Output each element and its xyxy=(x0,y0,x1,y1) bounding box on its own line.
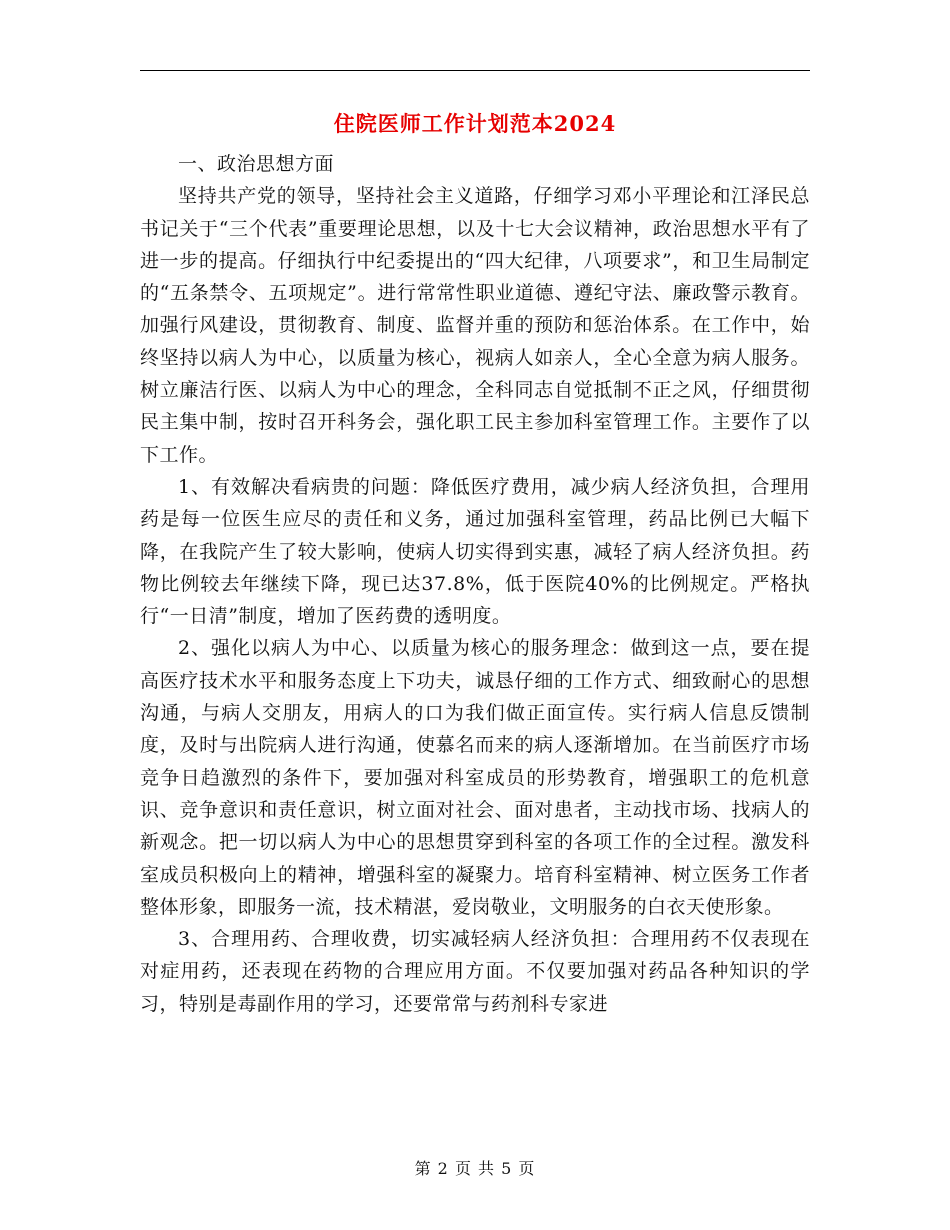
header-rule xyxy=(140,70,810,71)
document-body xyxy=(140,148,810,1020)
document-title: 住院医师工作计划范本2024 xyxy=(333,111,617,136)
body-paragraph: 坚持共产党的领导，坚持社会主义道路，仔细学习邓小平理论和江泽民总书记关于“三个代表”重要理论思想，以及十七大会议精神，政治思想水平有了进一步的提高。仔细执行中纪委提出的“四大纪律，八项要求”，和卫生局制定的“五条禁令、五项规定”。进行常常性职业道德、遵纪守法、廉政警示教育。加强行风建设，贯彻教育、制度、监督并重的预防和惩治体系。在工作中，始终坚持以病人为中心，以质量为核心，视病人如亲人，全心全意为病人服务。树立廉洁行医、以病人为中心的理念，全科同志自觉抵制不正之风，仔细贯彻民主集中制，按时召开科务会，强化职工民主参加科室管理工作。主要作了以下工作。 xyxy=(140,185,810,466)
body-paragraph: 1、有效解决看病贵的问题：降低医疗费用，减少病人经济负担，合理用药是每一位医生应尽的责任和义务，通过加强科室管理，药品比例已大幅下降，在我院产生了较大影响，使病人切实得到实惠，减轻了病人经济负担。药物比例较去年继续下降，现已达37.8%，低于医院40%的比例规定。严格执行“一日清”制度，增加了医药费的透明度。 xyxy=(140,475,810,628)
body-paragraph: 2、强化以病人为中心、以质量为核心的服务理念：做到这一点，要在提高医疗技术水平和服务态度上下功夫，诚恳仔细的工作方式、细致耐心的思想沟通，与病人交朋友，用病人的口为我们做正面宣传。实行病人信息反馈制度，及时与出院病人进行沟通，使慕名而来的病人逐渐增加。在当前医疗市场竞争日趋激烈的条件下，要加强对科室成员的形势教育，增强职工的危机意识、竞争意识和责任意识，树立面对社会、面对患者，主动找市场、找病人的新观念。把一切以病人为中心的思想贯穿到科室的各项工作的全过程。激发科室成员积极向上的精神，增强科室的凝聚力。培育科室精神、树立医务工作者整体形象，即服务一流，技术精湛，爱岗敬业，文明服务的白衣天使形象。 xyxy=(140,637,810,918)
section-heading: 一、政治思想方面 xyxy=(178,153,335,175)
body-paragraph: 3、合理用药、合理收费，切实减轻病人经济负担：合理用药不仅表现在对症用药，还表现在药物的合理应用方面。不仅要加强对药品各种知识的学习，特别是毒副作用的学习，还要常常与药剂科专家进 xyxy=(140,928,810,1015)
page-number-footer: 第 2 页 共 5 页 xyxy=(414,1159,536,1178)
